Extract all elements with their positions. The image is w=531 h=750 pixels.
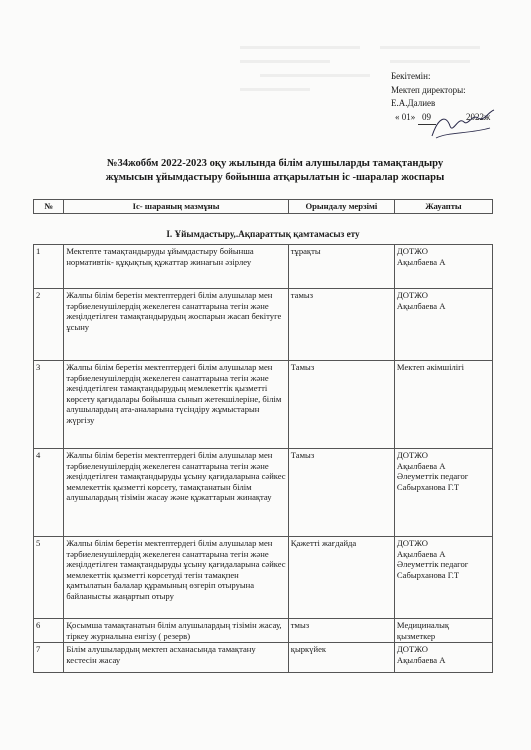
header-content: Іс- шараның мазмұны xyxy=(64,200,288,214)
row-content: Қосымша тамақтанатын білім алушылардың тізімін жасау, тіркеу журналына енгізу ( резерв) xyxy=(64,619,288,643)
row-responsible xyxy=(394,245,492,289)
row-num: 5 xyxy=(34,537,64,619)
responsible-line: ДОТЖО xyxy=(396,246,428,256)
row-deadline: қыркүйек xyxy=(288,643,394,673)
table-row xyxy=(34,537,493,619)
row-num: 6 xyxy=(34,619,64,643)
row-deadline: Тамыз xyxy=(288,449,394,537)
director-signature xyxy=(428,108,498,142)
responsible-line: Ақылбаева А xyxy=(396,256,446,267)
responsible-line: ДОТЖО xyxy=(396,644,428,655)
approval-date-day: « 01» xyxy=(395,111,416,122)
responsible-line: қызметкер xyxy=(396,630,436,641)
plan-table xyxy=(33,244,493,673)
row-content: Жалпы білім беретін мектептердегі білім алушылар мен тәрбиеленушілердің жекелеген санаттарына тегін және жеңілдетілген тамақтандырудың мемлекеттік қызметті көрсету қағидалары бойынша сынып жетекшілеріне, білім алушылардың ата-аналарына түсіндіру жұмыстарын жүргізу xyxy=(64,361,288,449)
row-deadline: Қажетті жағдайда xyxy=(288,537,394,619)
row-content: Жалпы білім беретін мектептердегі білім алушылар мен тәрбиеленушілердің жекелеген санаттарына тегін және жеңілдетілген тамақтандыруды ұсыну қағидаларына сәйкес мемлекеттік қызметті көрсету, тамақтанатын білім алушылардың тізімін жасау және құжаттарын жинақтау xyxy=(64,449,288,537)
header-row xyxy=(34,200,493,214)
title-line-2: жұмысын ұйымдастыру бойынша атқарылатын іс -шаралар жоспары xyxy=(105,172,445,183)
row-content: Жалпы білім беретін мектептердегі білім алушылар мен тәрбиеленушілердің жекелеген санаттарына тегін және жеңілдетілген тамақтандыруды ұсыну қағидаларына сәйкес мемлекеттік қызметті көрсетуді тегін тамақпен қамтылатын балалар құрамының өзгеріп отыруына байланысты жаңартып отыру xyxy=(64,537,288,619)
table-row xyxy=(34,619,493,643)
approval-date-year: 2022ж xyxy=(466,111,491,122)
row-num: 1 xyxy=(34,245,64,289)
row-deadline: Тамыз xyxy=(288,361,394,449)
row-num: 4 xyxy=(34,449,64,537)
responsible-line: Сабырханова Г.Т xyxy=(396,481,460,492)
approval-label: Бекітемін: xyxy=(391,71,431,81)
row-num: 2 xyxy=(34,289,64,361)
responsible-line: Ақылбаева А xyxy=(396,460,446,471)
responsible-line: Ақылбаева А xyxy=(396,300,446,311)
header-responsible: Жауапты xyxy=(394,200,492,214)
header-deadline: Орындалу мерзімі xyxy=(288,200,394,214)
row-content: Жалпы білім беретін мектептердегі білім алушылар мен тәрбиеленушілердің жекелеген санаттарына тегін және жеңілдетілген тамақтандырудың жоспарын жасап бекітуге ұсыну xyxy=(64,289,288,361)
row-content: Мектепте тамақтандыруды ұйымдастыру бойынша нормативтік- құқықтық құжаттар жинағын әзірлеу xyxy=(64,245,288,289)
row-responsible xyxy=(394,537,492,619)
responsible-line: Әлеуметтік педагог xyxy=(396,471,469,482)
row-deadline: тмыз xyxy=(288,619,394,643)
responsible-line: Ақылбаева А xyxy=(396,548,446,559)
approval-name: Е.А.Далиев xyxy=(391,98,436,108)
table-row xyxy=(34,245,493,289)
table-row xyxy=(34,449,493,537)
row-responsible xyxy=(394,361,492,449)
responsible-line: ДОТЖО xyxy=(396,538,428,548)
responsible-line: Ақылбаева А xyxy=(396,654,446,665)
table-row xyxy=(34,361,493,449)
table-row xyxy=(34,289,493,361)
row-deadline: тұрақты xyxy=(288,245,394,289)
approval-position: Мектеп директоры: xyxy=(391,84,466,95)
section-title: I. Ұйымдастыру,.Ақпараттық қамтамасыз ету xyxy=(166,229,360,239)
row-responsible xyxy=(394,643,492,673)
responsible-line: Сабырханова Г.Т xyxy=(396,569,460,580)
row-num: 7 xyxy=(34,643,64,673)
responsible-line: ДОТЖО xyxy=(396,290,428,300)
row-num: 3 xyxy=(34,361,64,449)
header-num: № xyxy=(34,200,64,214)
responsible-line: Мектеп әкімшілігі xyxy=(396,362,465,372)
row-content: Білім алушылардың мектеп асханасында тамақтану кестесін жасау xyxy=(64,643,288,673)
approval-date-month: 09 xyxy=(418,111,436,126)
document-title xyxy=(60,157,490,185)
table-row xyxy=(34,643,493,673)
title-line-1: №34жоббм 2022-2023 оқу жылында білім алушыларды тамақтандыру xyxy=(106,158,444,169)
row-deadline: тамыз xyxy=(288,289,394,361)
responsible-line: Әлеуметтік педагог xyxy=(396,559,469,570)
plan-table-body xyxy=(34,245,493,673)
row-responsible xyxy=(394,289,492,361)
plan-header-table xyxy=(33,199,493,214)
row-responsible xyxy=(394,449,492,537)
responsible-line: ДОТЖО xyxy=(396,450,428,460)
row-responsible xyxy=(394,619,492,643)
responsible-line: Медициналық xyxy=(396,620,450,630)
